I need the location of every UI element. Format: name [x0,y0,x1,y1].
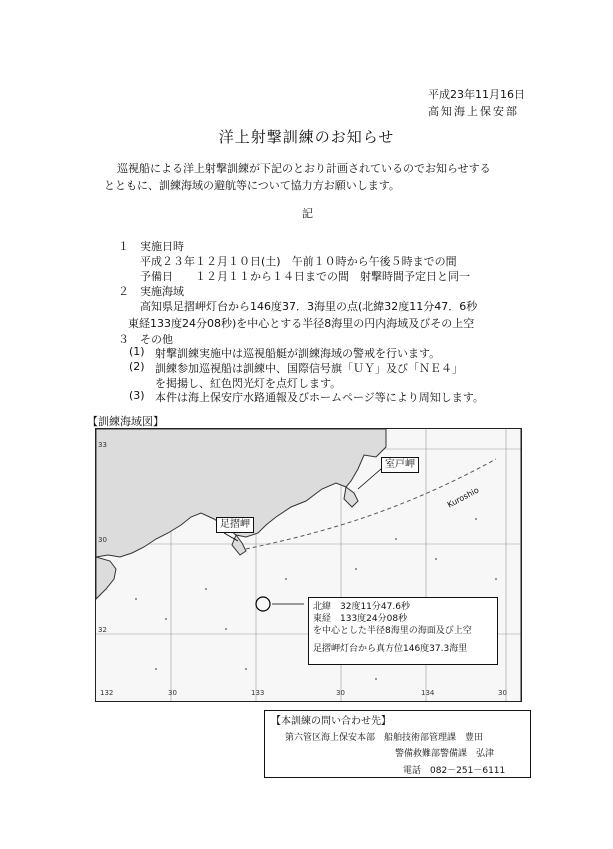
contact-line-2: 警備救難部警備課 弘津 [395,749,495,759]
section-2-number: ２ [118,285,129,298]
section-1-number: １ [118,240,129,253]
intro-line-2: とともに、訓練海域の避航等について協力方お願いします。 [104,179,400,192]
section-2-label: 実施海域 [140,285,184,298]
section-3-number: ３ [118,333,129,346]
map-label: 【訓練海域図】 [87,415,164,428]
item-2-line-2: を掲揚し、紅色閃光灯を点灯します。 [155,377,342,390]
kuroshio-label: Kuroshio [445,485,481,510]
callout-bearing: 足摺岬灯台から真方位146度37.3海里 [313,644,468,654]
item-3-number: (3) [129,389,145,402]
kyushu-landmass [96,557,116,599]
item-1-number: (1) [129,345,145,358]
lat-tick-1: 33 [98,441,107,449]
section-2-line-1: 高知県足摺岬灯台から146度37．3海里の点(北緯32度11分47．6秒 [140,300,478,313]
section-1-line-2: 予備日 １２月１１から１４日までの間 射撃時間予定日と同一 [140,270,470,283]
contact-line-1: 第六管区海上保安本部 船舶技術部管理課 豊田 [285,733,484,743]
section-3-label: その他 [140,333,173,346]
lon-tick-1: 132 [100,689,114,697]
training-area-map [95,428,522,702]
lon-tick-2: 30 [168,689,177,697]
contact-phone: 電話 082－251－6111 [403,766,506,776]
section-1-line-1: 平成２３年１２月１０日(土) 午前１０時から午後５時までの間 [140,255,457,268]
training-area-circle [256,597,270,611]
issuing-organization: 高知海上保安部 [428,105,519,118]
callout-description: を中心とした半径8海里の海面及び上空 [313,626,472,636]
lat-tick-2: 30 [98,536,107,544]
ashizuri-label: 足摺岬 [216,517,254,533]
item-1-text: 射撃訓練実施中は巡視船艇が訓練海域の警戒を行います。 [155,347,441,360]
lon-tick-4: 30 [336,689,345,697]
training-area-callout [308,597,498,665]
item-2-number: (2) [129,360,145,373]
intro-line-1: 巡視船による洋上射撃訓練が下記のとおり計画されているのでお知らせする [117,162,491,175]
shikoku-landmass [96,429,386,557]
page-title: 洋上射撃訓練のお知らせ [218,128,395,146]
muroto-cape [344,487,358,507]
ki-heading: 記 [302,207,313,220]
muroto-label: 室戸岬 [381,457,419,473]
ashizuri-cape [232,535,246,555]
muroto-arrow [358,469,381,489]
contact-title: 【本訓練の問い合わせ先】 [271,716,391,727]
callout-latitude: 北緯 32度11分47.6秒 [313,602,410,612]
callout-longitude: 東経 133度24分08秒 [313,614,408,624]
lon-tick-6: 30 [498,689,507,697]
section-2-line-2: 東経133度24分08秒)を中心とする半径8海里の円内海域及びその上空 [128,317,475,330]
lon-tick-3: 133 [251,689,265,697]
lon-tick-5: 134 [421,689,435,697]
lat-tick-3: 32 [98,626,107,634]
item-2-line-1: 訓練参加巡視船は訓練中、国際信号旗「ＵＹ」及び「ＮＥ４」 [155,362,463,375]
section-1-label: 実施日時 [140,240,184,253]
item-3-text: 本件は海上保安庁水路通報及びホームページ等により周知します。 [155,391,484,404]
document-date: 平成23年11月16日 [428,88,525,101]
